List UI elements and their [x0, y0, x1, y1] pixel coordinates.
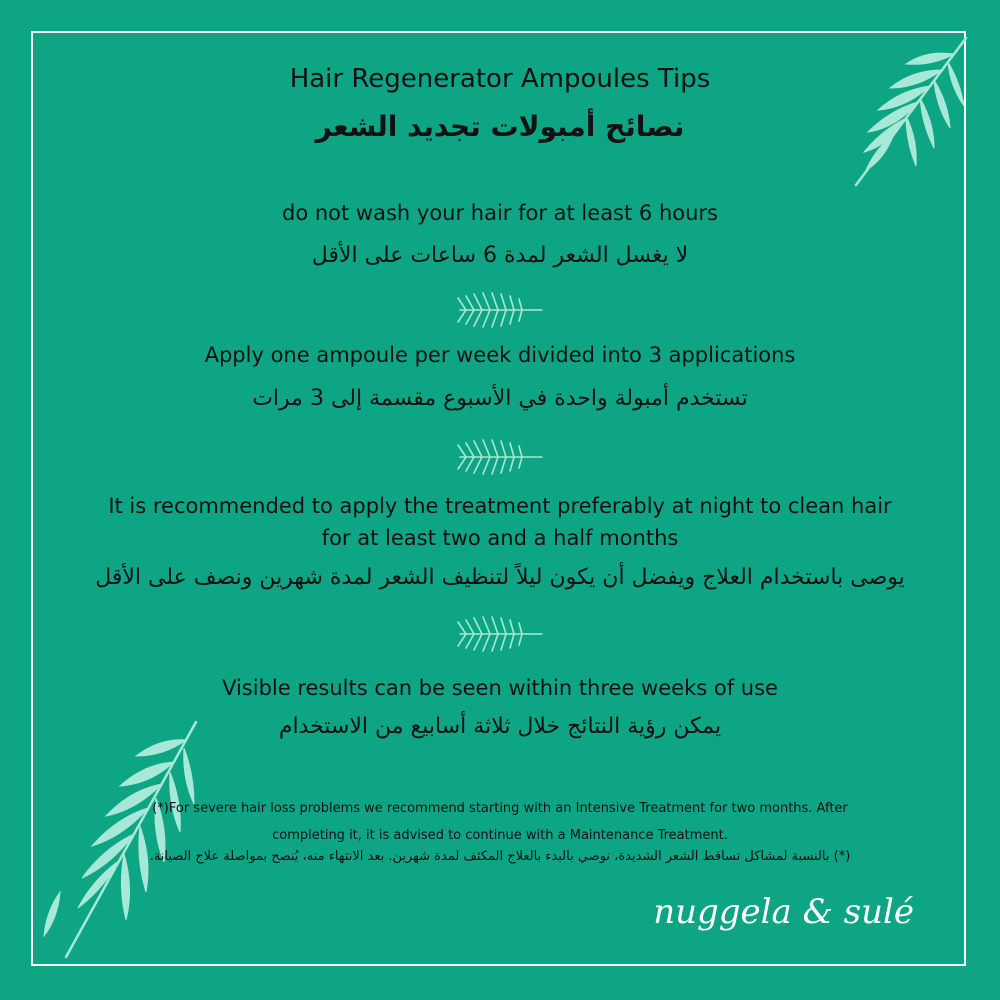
- brand-logo: nuggela & sulé: [653, 892, 914, 932]
- tip-2-text-arabic: تستخدم أمبولة واحدة في الأسبوع مقسمة إلى 3 مرات: [252, 386, 748, 411]
- palm-leaf-icon: [456, 290, 544, 330]
- tip-3-text: [0, 490, 1000, 554]
- tip-4-text-arabic: يمكن رؤية النتائج خلال ثلاثة أسابيع من الاستخدام: [278, 714, 722, 739]
- tip-1-text: do not wash your hair for at least 6 hours: [282, 201, 718, 225]
- page-title: Hair Regenerator Ampoules Tips: [289, 64, 711, 94]
- footnote: [0, 795, 1000, 849]
- footnote-line-2: completing it, it is advised to continue with a Maintenance Treatment.: [272, 828, 728, 843]
- palm-leaf-icon: [456, 614, 544, 654]
- palm-leaf-icon: [456, 437, 544, 477]
- tip-4-text: Visible results can be seen within three weeks of use: [222, 676, 778, 700]
- tip-3-line-2: for at least two and a half months: [321, 526, 679, 550]
- tip-2-text: Apply one ampoule per week divided into 3 applications: [204, 343, 796, 367]
- tip-3-line-1: It is recommended to apply the treatment preferably at night to clean hair: [108, 494, 892, 518]
- tip-3-text-arabic: يوصى باستخدام العلاج ويفضل أن يكون ليلاً لتنظيف الشعر لمدة شهرين ونصف على الأقل: [95, 565, 905, 590]
- tip-1-text-arabic: لا يغسل الشعر لمدة 6 ساعات على الأقل: [311, 243, 689, 268]
- footnote-line-1: (*)For severe hair loss problems we recommend starting with an Intensive Treatment for two months. After: [152, 801, 848, 816]
- footnote-arabic: (*) بالنسبة لمشاكل تساقط الشعر الشديدة، نوصي بالبدء بالعلاج المكثف لمدة شهرين. بعد الانتهاء منه، يُنصح بمواصلة علاج الصيانة.: [149, 849, 851, 864]
- page-title-arabic: نصائح أمبولات تجديد الشعر: [315, 110, 685, 143]
